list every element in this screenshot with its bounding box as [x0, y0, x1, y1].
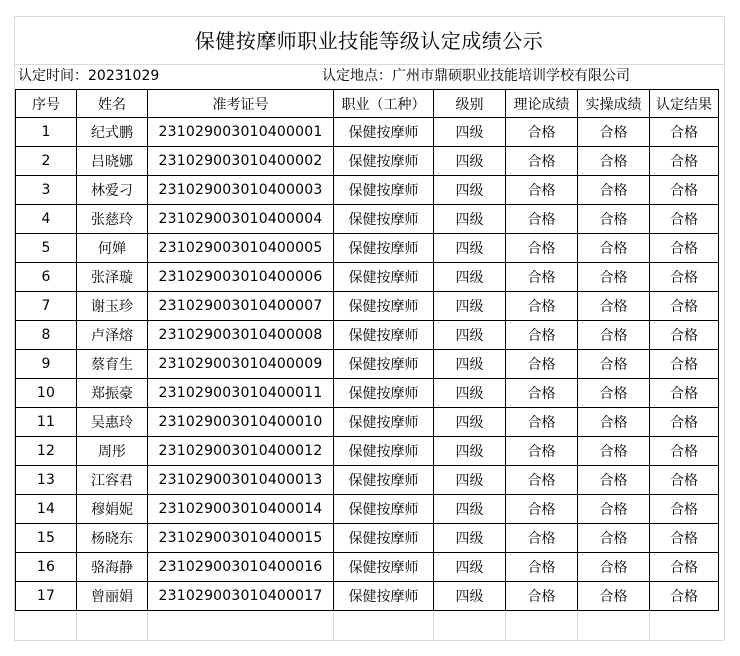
- meta-row: [14, 64, 724, 88]
- cell-index: 1: [16, 118, 77, 147]
- table-row: [16, 553, 719, 582]
- cell-cert-number: 231029003010400007: [148, 292, 334, 321]
- table-row: [16, 350, 719, 379]
- cell-result: 合格: [650, 379, 719, 408]
- cell-occupation: 保健按摩师: [334, 379, 434, 408]
- cell-theory-score: 合格: [506, 205, 578, 234]
- cell-theory-score: 合格: [506, 234, 578, 263]
- cell-occupation: 保健按摩师: [334, 292, 434, 321]
- cell-theory-score: 合格: [506, 524, 578, 553]
- cell-name: 张慈玲: [77, 205, 148, 234]
- cell-occupation: 保健按摩师: [334, 234, 434, 263]
- cell-level: 四级: [434, 379, 506, 408]
- cell-index: 16: [16, 553, 77, 582]
- table-row: [16, 408, 719, 437]
- table-row: [16, 176, 719, 205]
- table-row: [16, 466, 719, 495]
- sheet-gridline: [724, 16, 725, 640]
- cell-index: 9: [16, 350, 77, 379]
- cell-index: 14: [16, 495, 77, 524]
- cell-cert-number: 231029003010400008: [148, 321, 334, 350]
- cell-level: 四级: [434, 350, 506, 379]
- cell-name: 林爱刁: [77, 176, 148, 205]
- cell-practical-score: 合格: [578, 408, 650, 437]
- assessment-place: 认定地点：广州市鼎硕职业技能培训学校有限公司: [322, 68, 630, 84]
- cell-result: 合格: [650, 437, 719, 466]
- cell-occupation: 保健按摩师: [334, 147, 434, 176]
- cell-level: 四级: [434, 582, 506, 611]
- cell-theory-score: 合格: [506, 118, 578, 147]
- sheet-gridline: [147, 612, 148, 640]
- cell-practical-score: 合格: [578, 495, 650, 524]
- assessment-date: 认定时间：20231029: [18, 68, 160, 84]
- header-name: 姓名: [77, 90, 148, 118]
- cell-result: 合格: [650, 466, 719, 495]
- table-row: [16, 582, 719, 611]
- cell-result: 合格: [650, 176, 719, 205]
- cell-level: 四级: [434, 205, 506, 234]
- cell-result: 合格: [650, 234, 719, 263]
- cell-theory-score: 合格: [506, 408, 578, 437]
- cell-result: 合格: [650, 263, 719, 292]
- cell-cert-number: 231029003010400013: [148, 466, 334, 495]
- cell-cert-number: 231029003010400011: [148, 379, 334, 408]
- cell-index: 10: [16, 379, 77, 408]
- sheet-gridline: [333, 612, 334, 640]
- cell-index: 8: [16, 321, 77, 350]
- cell-name: 张泽璇: [77, 263, 148, 292]
- cell-name: 何婵: [77, 234, 148, 263]
- cell-index: 12: [16, 437, 77, 466]
- cell-level: 四级: [434, 495, 506, 524]
- results-table: [15, 89, 719, 611]
- cell-name: 吴惠玲: [77, 408, 148, 437]
- header-occupation: 职业（工种）: [334, 90, 434, 118]
- cell-occupation: 保健按摩师: [334, 524, 434, 553]
- header-index: 序号: [16, 90, 77, 118]
- cell-cert-number: 231029003010400006: [148, 263, 334, 292]
- cell-occupation: 保健按摩师: [334, 582, 434, 611]
- cell-index: 17: [16, 582, 77, 611]
- cell-cert-number: 231029003010400005: [148, 234, 334, 263]
- cell-theory-score: 合格: [506, 437, 578, 466]
- table-row: [16, 292, 719, 321]
- cell-practical-score: 合格: [578, 234, 650, 263]
- cell-theory-score: 合格: [506, 292, 578, 321]
- cell-level: 四级: [434, 466, 506, 495]
- cell-level: 四级: [434, 176, 506, 205]
- table-row: [16, 147, 719, 176]
- cell-level: 四级: [434, 524, 506, 553]
- header-practical-score: 实操成绩: [578, 90, 650, 118]
- cell-cert-number: 231029003010400003: [148, 176, 334, 205]
- cell-practical-score: 合格: [578, 437, 650, 466]
- cell-name: 骆海静: [77, 553, 148, 582]
- cell-level: 四级: [434, 234, 506, 263]
- cell-index: 15: [16, 524, 77, 553]
- cell-practical-score: 合格: [578, 263, 650, 292]
- table-row: [16, 495, 719, 524]
- cell-occupation: 保健按摩师: [334, 408, 434, 437]
- header-level: 级别: [434, 90, 506, 118]
- cell-index: 7: [16, 292, 77, 321]
- cell-practical-score: 合格: [578, 553, 650, 582]
- cell-level: 四级: [434, 408, 506, 437]
- cell-theory-score: 合格: [506, 147, 578, 176]
- cell-name: 江容君: [77, 466, 148, 495]
- cell-result: 合格: [650, 582, 719, 611]
- cell-index: 3: [16, 176, 77, 205]
- sheet-gridline: [76, 612, 77, 640]
- cell-name: 谢玉珍: [77, 292, 148, 321]
- cell-cert-number: 231029003010400002: [148, 147, 334, 176]
- cell-name: 周彤: [77, 437, 148, 466]
- cell-name: 杨晓东: [77, 524, 148, 553]
- results-body: [16, 118, 719, 611]
- cell-result: 合格: [650, 524, 719, 553]
- cell-occupation: 保健按摩师: [334, 350, 434, 379]
- header-theory-score: 理论成绩: [506, 90, 578, 118]
- cell-level: 四级: [434, 263, 506, 292]
- cell-practical-score: 合格: [578, 321, 650, 350]
- cell-result: 合格: [650, 321, 719, 350]
- cell-cert-number: 231029003010400009: [148, 350, 334, 379]
- cell-result: 合格: [650, 118, 719, 147]
- cell-result: 合格: [650, 495, 719, 524]
- cell-name: 蔡育生: [77, 350, 148, 379]
- header-row: [16, 90, 719, 118]
- cell-index: 2: [16, 147, 77, 176]
- cell-name: 卢泽熔: [77, 321, 148, 350]
- cell-cert-number: 231029003010400001: [148, 118, 334, 147]
- cell-practical-score: 合格: [578, 292, 650, 321]
- cell-cert-number: 231029003010400015: [148, 524, 334, 553]
- sheet-gridline: [433, 612, 434, 640]
- header-result: 认定结果: [650, 90, 719, 118]
- cell-level: 四级: [434, 118, 506, 147]
- cell-theory-score: 合格: [506, 582, 578, 611]
- cell-occupation: 保健按摩师: [334, 118, 434, 147]
- cell-practical-score: 合格: [578, 176, 650, 205]
- cell-occupation: 保健按摩师: [334, 495, 434, 524]
- cell-name: 郑振豪: [77, 379, 148, 408]
- cell-level: 四级: [434, 321, 506, 350]
- table-row: [16, 205, 719, 234]
- cell-theory-score: 合格: [506, 495, 578, 524]
- table-row: [16, 524, 719, 553]
- cell-practical-score: 合格: [578, 466, 650, 495]
- cell-level: 四级: [434, 292, 506, 321]
- cell-practical-score: 合格: [578, 524, 650, 553]
- cell-cert-number: 231029003010400010: [148, 408, 334, 437]
- cell-theory-score: 合格: [506, 321, 578, 350]
- cell-level: 四级: [434, 147, 506, 176]
- cell-index: 11: [16, 408, 77, 437]
- cell-theory-score: 合格: [506, 350, 578, 379]
- cell-result: 合格: [650, 553, 719, 582]
- cell-theory-score: 合格: [506, 466, 578, 495]
- cell-result: 合格: [650, 147, 719, 176]
- cell-result: 合格: [650, 408, 719, 437]
- cell-name: 穆娟妮: [77, 495, 148, 524]
- cell-index: 6: [16, 263, 77, 292]
- cell-theory-score: 合格: [506, 379, 578, 408]
- cell-cert-number: 231029003010400012: [148, 437, 334, 466]
- cell-occupation: 保健按摩师: [334, 205, 434, 234]
- cell-occupation: 保健按摩师: [334, 437, 434, 466]
- page-title: 保健按摩师职业技能等级认定成绩公示: [14, 16, 724, 65]
- sheet-gridline: [505, 612, 506, 640]
- cell-level: 四级: [434, 553, 506, 582]
- cell-cert-number: 231029003010400017: [148, 582, 334, 611]
- cell-name: 纪式鹏: [77, 118, 148, 147]
- cell-practical-score: 合格: [578, 350, 650, 379]
- cell-theory-score: 合格: [506, 553, 578, 582]
- cell-result: 合格: [650, 205, 719, 234]
- cell-index: 13: [16, 466, 77, 495]
- cell-occupation: 保健按摩师: [334, 553, 434, 582]
- cell-occupation: 保健按摩师: [334, 176, 434, 205]
- cell-practical-score: 合格: [578, 118, 650, 147]
- cell-cert-number: 231029003010400004: [148, 205, 334, 234]
- cell-theory-score: 合格: [506, 263, 578, 292]
- cell-practical-score: 合格: [578, 582, 650, 611]
- cell-result: 合格: [650, 350, 719, 379]
- table-row: [16, 379, 719, 408]
- table-row: [16, 118, 719, 147]
- cell-cert-number: 231029003010400016: [148, 553, 334, 582]
- table-row: [16, 234, 719, 263]
- sheet-gridline: [14, 640, 724, 641]
- sheet-gridline: [649, 612, 650, 640]
- cell-occupation: 保健按摩师: [334, 466, 434, 495]
- table-row: [16, 437, 719, 466]
- sheet-gridline: [577, 612, 578, 640]
- cell-cert-number: 231029003010400014: [148, 495, 334, 524]
- cell-practical-score: 合格: [578, 379, 650, 408]
- cell-occupation: 保健按摩师: [334, 263, 434, 292]
- cell-practical-score: 合格: [578, 205, 650, 234]
- table-row: [16, 321, 719, 350]
- header-cert-number: 准考证号: [148, 90, 334, 118]
- table-row: [16, 263, 719, 292]
- cell-index: 5: [16, 234, 77, 263]
- cell-index: 4: [16, 205, 77, 234]
- cell-name: 吕晓娜: [77, 147, 148, 176]
- cell-name: 曾丽娟: [77, 582, 148, 611]
- cell-practical-score: 合格: [578, 147, 650, 176]
- cell-result: 合格: [650, 292, 719, 321]
- cell-occupation: 保健按摩师: [334, 321, 434, 350]
- cell-theory-score: 合格: [506, 176, 578, 205]
- cell-level: 四级: [434, 437, 506, 466]
